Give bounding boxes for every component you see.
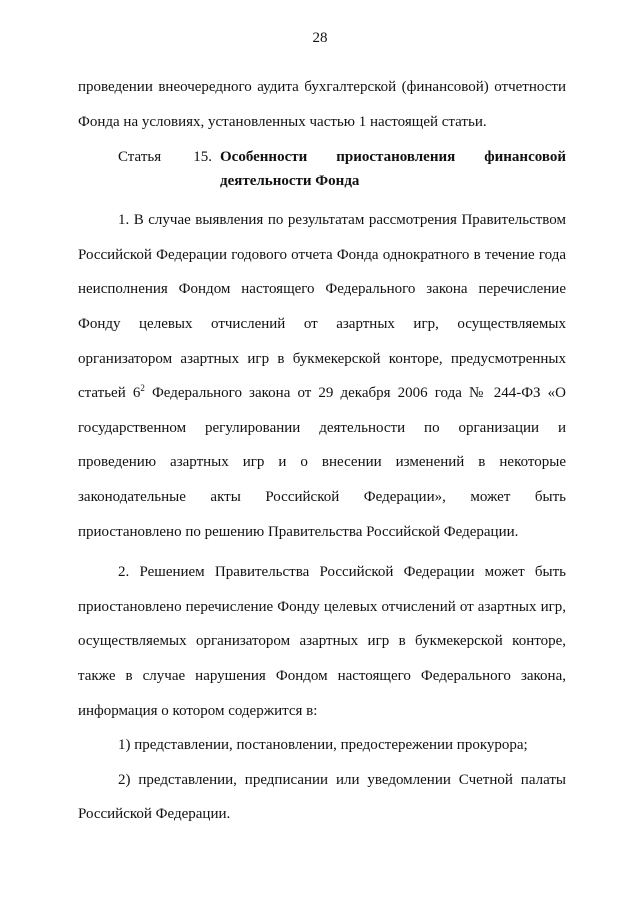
- page-number: 28: [312, 30, 328, 46]
- paragraph-1: [78, 203, 566, 549]
- paragraph-1-text-b: Федерального закона от 29 декабря 2006 года № 244-ФЗ «О государственном регулировании деятельности по организации и проведению азартных игр и о внесении изменений в некоторые законодательные акты Российской Федерации», может быть приостановлено по решению Правительства Российской Федерации.: [78, 385, 566, 540]
- paragraph-2: 2. Решением Правительства Российской Федерации может быть приостановлено перечисление Фонду целевых отчислений от азартных игр, осуществляемых организатором азартных игр в букмекерской конторе, также в случае нарушения Фондом настоящего Федерального закона, информация о котором содержится в:: [78, 564, 566, 719]
- list-item-1: 1) представлении, постановлении, предостережении прокурора;: [118, 737, 528, 754]
- paragraph-1-superscript: 2: [140, 383, 145, 394]
- article-heading: [78, 145, 566, 193]
- article-title-line2: деятельности Фонда: [220, 173, 360, 190]
- article-title: [220, 145, 566, 193]
- list-item-2: 2) представлении, предписании или уведомлении Счетной палаты Российской Федерации.: [78, 771, 566, 823]
- paragraph-1-text-a: 1. В случае выявления по результатам рассмотрения Правительством Российской Федерации годового отчета Фонда однократного в течение года неисполнения Фондом настоящего Федерального закона перечисление Фонду целевых отчислений от азартных игр, осуществляемых организатором азартных игр в букмекерской конторе, предусмотренных статьей 6: [78, 212, 566, 402]
- intro-paragraph: проведении внеочередного аудита бухгалтерской (финансовой) отчетности Фонда на условиях, установленных частью 1 настоящей статьи.: [78, 79, 566, 130]
- document-body: [78, 70, 566, 832]
- article-title-line1: Особенности приостановления финансовой: [220, 149, 566, 166]
- article-number: 15.: [193, 149, 212, 166]
- article-label: [78, 145, 220, 169]
- article-word: Статья: [118, 149, 162, 166]
